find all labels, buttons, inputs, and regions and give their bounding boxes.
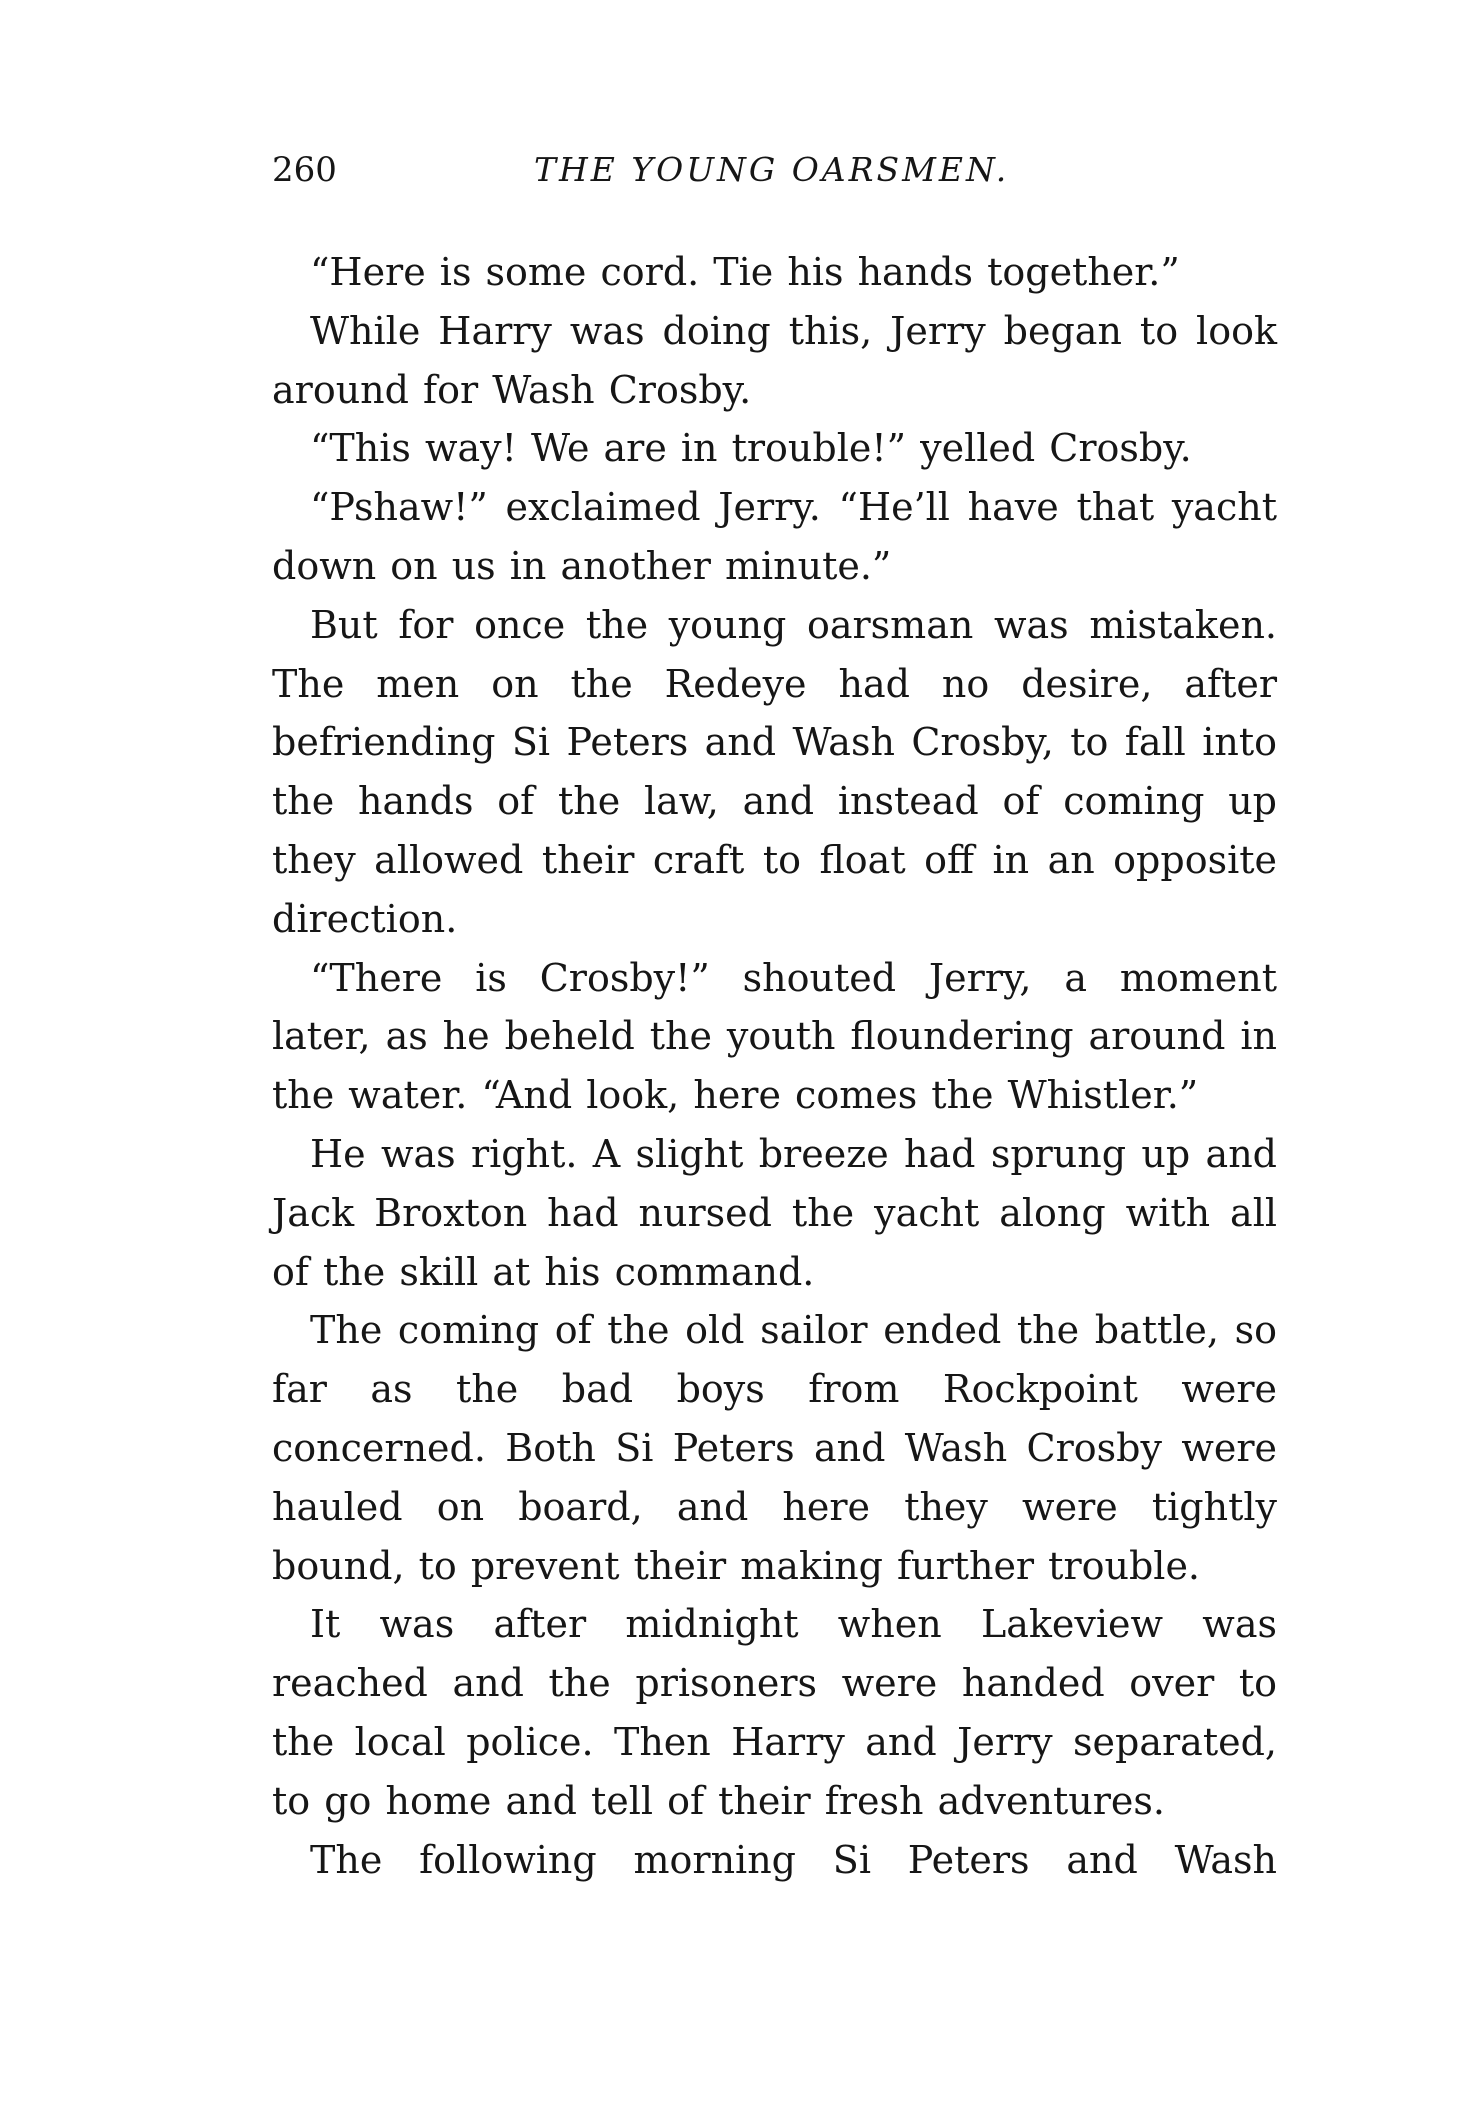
- paragraph: It was after midnight when Lakeview was reached and the prisoners were handed over to the local police. Then Harry and Jerry separated, to go home and tell of their fresh adventures.: [272, 1602, 1277, 1823]
- paragraph: “There is Crosby!” shouted Jerry, a moment later, as he beheld the youth floundering around in the water. “And look, here comes the Whistler.”: [272, 955, 1277, 1118]
- paragraph: The following morning Si Peters and Wash: [310, 1837, 1277, 1882]
- running-title: THE YOUNG OARSMEN.: [534, 150, 1010, 189]
- paragraph: “Here is some cord. Tie his hands together.”: [310, 250, 1180, 294]
- paragraph: “This way! We are in trouble!” yelled Crosby.: [310, 426, 1192, 471]
- paragraph: “Pshaw!” exclaimed Jerry. “He’ll have that yacht down on us in another minute.”: [272, 485, 1277, 588]
- paragraph: The coming of the old sailor ended the battle, so far as the bad boys from Rockpoint were concerned. Both Si Peters and Wash Crosby were hauled on board, and here they were tightly bound, to prevent their making further trouble.: [272, 1308, 1277, 1588]
- body-text: [272, 243, 1277, 1889]
- page-header: [272, 150, 1277, 210]
- page-number: 260: [272, 150, 337, 190]
- paragraph: But for once the young oarsman was mistaken. The men on the Redeye had no desire, after befriending Si Peters and Wash Crosby, to fall into the hands of the law, and instead of coming up they allowed their craft to float off in an opposite direction.: [272, 602, 1277, 941]
- paragraph: He was right. A slight breeze had sprung up and Jack Broxton had nursed the yacht along with all of the skill at his command.: [272, 1131, 1277, 1294]
- paragraph: While Harry was doing this, Jerry began to look around for Wash Crosby.: [272, 308, 1277, 412]
